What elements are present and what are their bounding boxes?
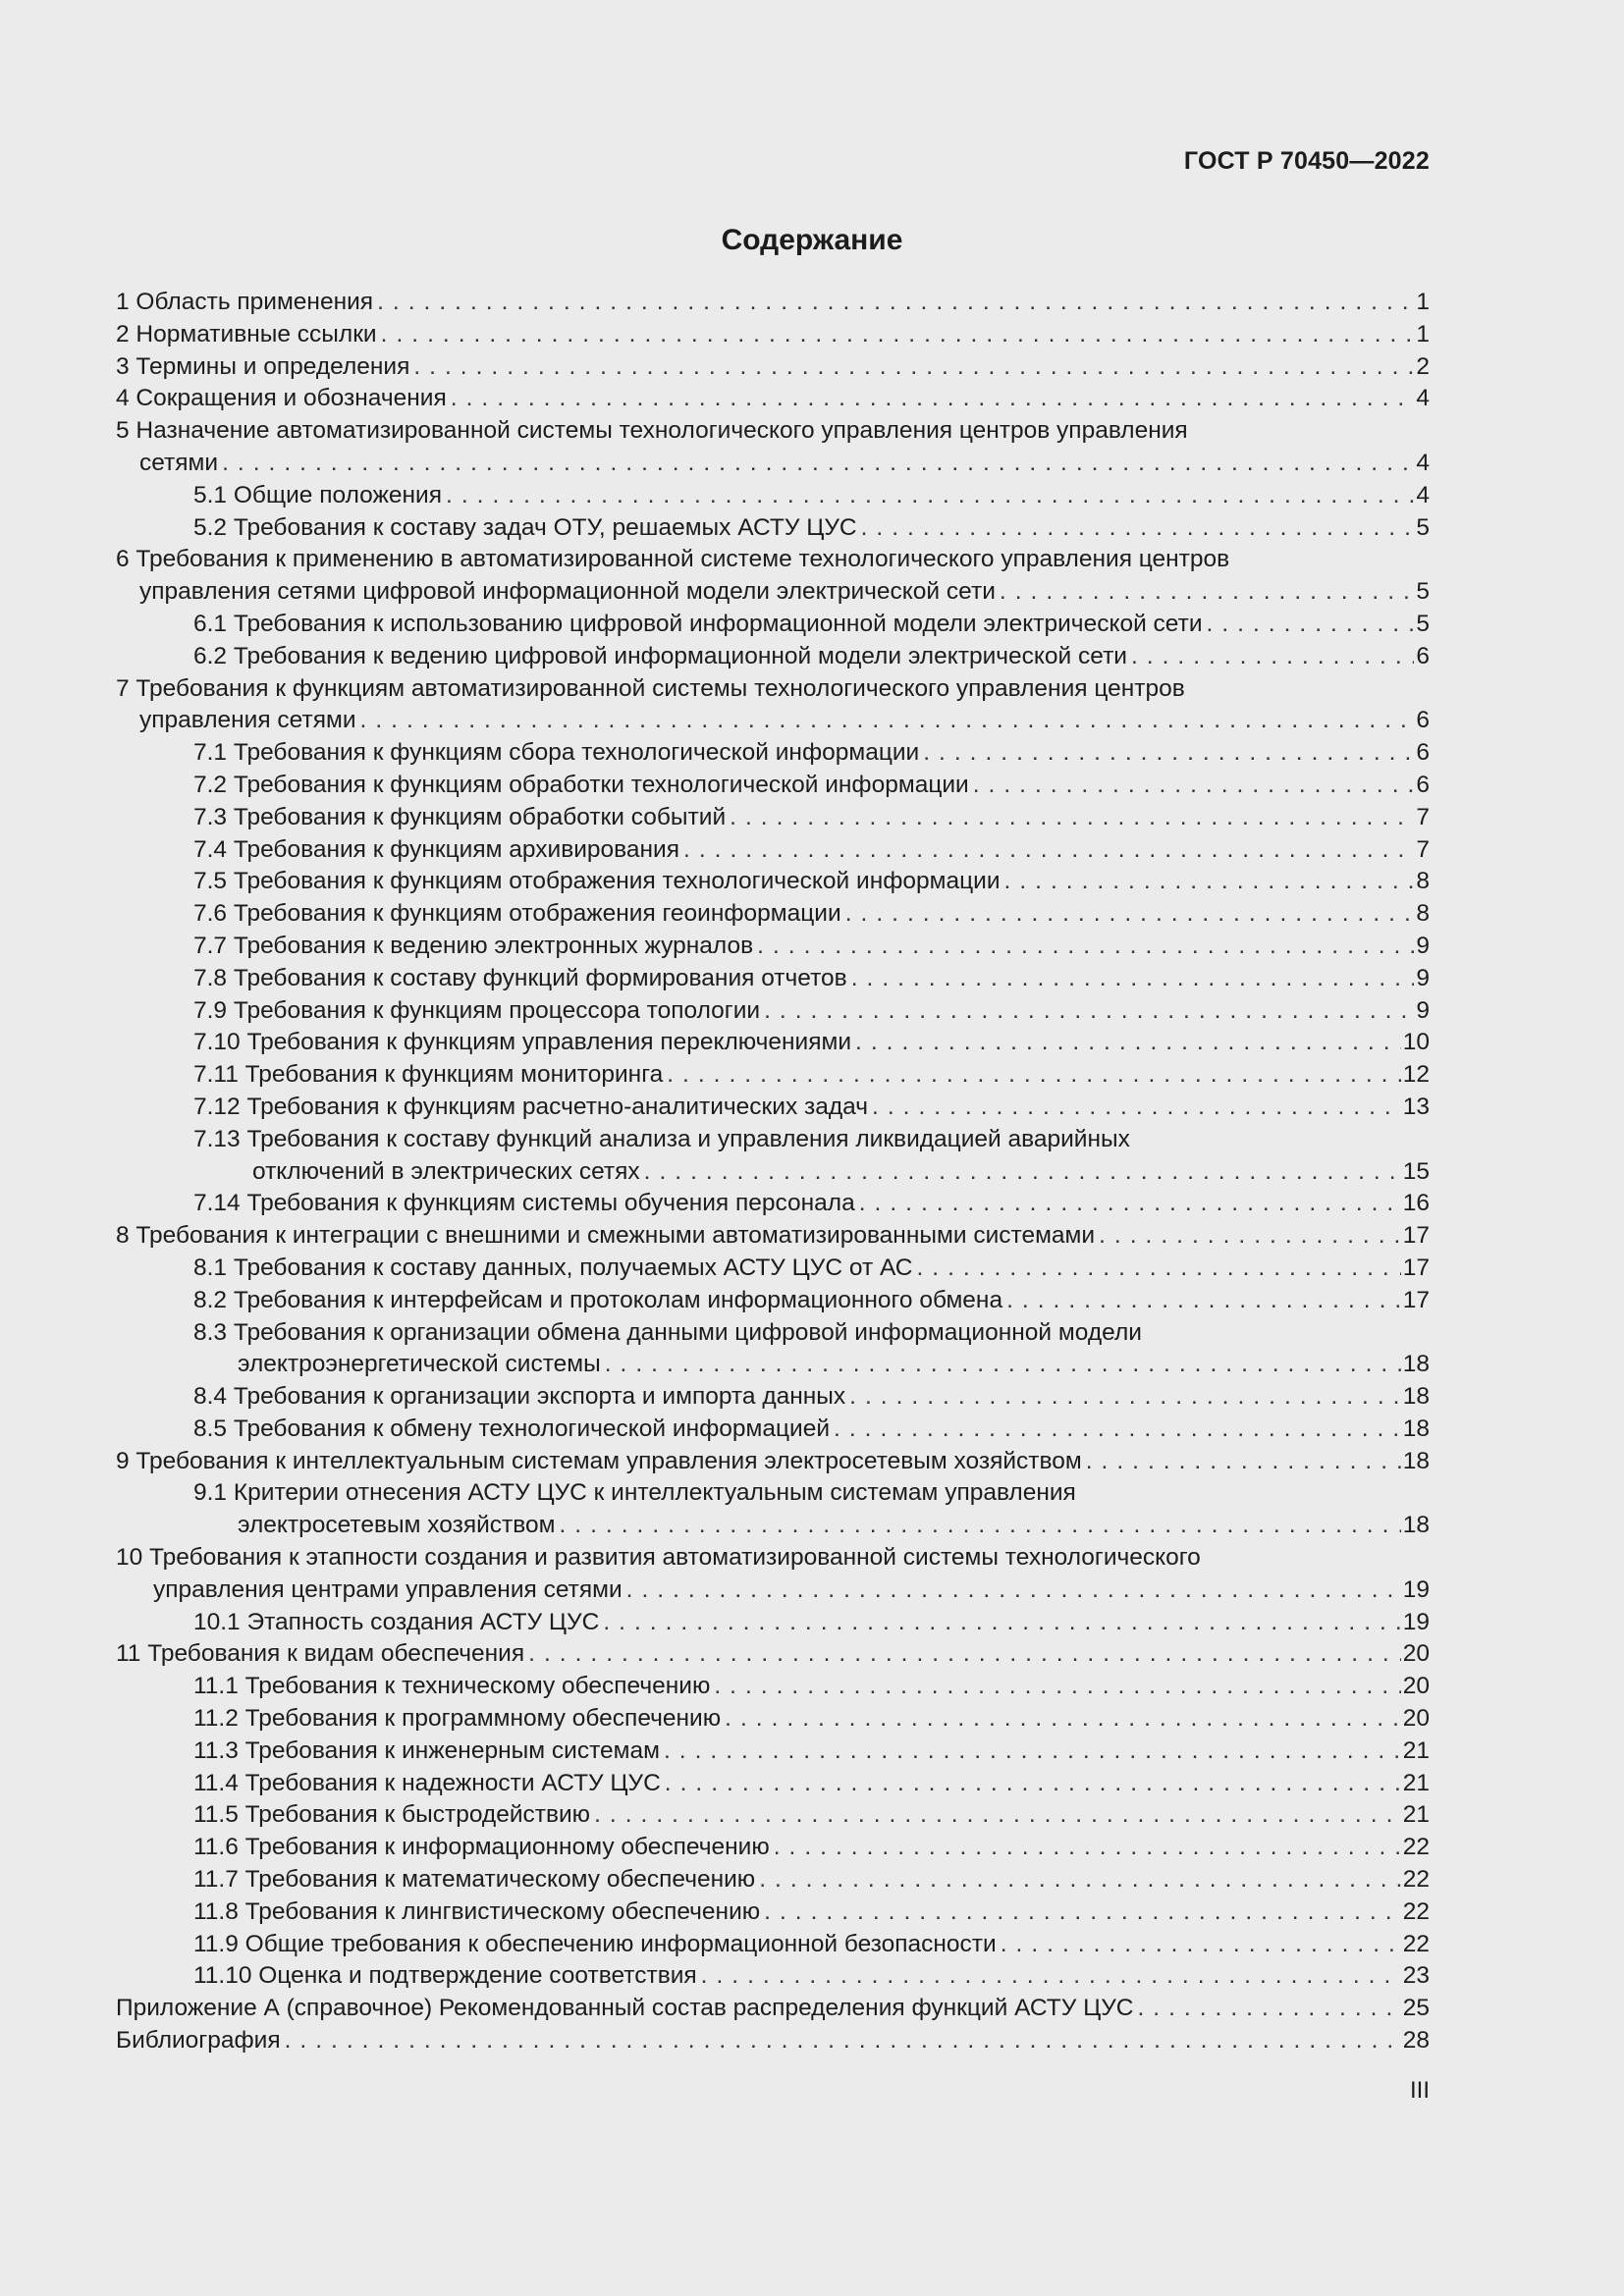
toc-entry-text: 7.11 Требования к функциям мониторинга: [193, 1061, 664, 1089]
toc-page-number: 23: [1402, 1962, 1430, 1990]
toc-entry[interactable]: [116, 512, 1430, 545]
dot-leader: [528, 1638, 1401, 1671]
dot-leader: [1000, 576, 1414, 609]
toc-page-number: 9: [1416, 964, 1430, 991]
dot-leader: [1086, 1446, 1401, 1478]
toc-entry-text: 5.1 Общие положения: [193, 481, 443, 508]
toc-page-number: 22: [1402, 1834, 1430, 1861]
toc-entry-text: 2 Нормативные ссылки: [116, 320, 377, 347]
toc-entry-text: 7.8 Требования к составу функций формирования отчетов: [193, 964, 847, 991]
toc-entry-text: 7.10 Требования к функциям управления переключениями: [193, 1029, 852, 1056]
toc-entry[interactable]: [116, 1381, 1430, 1414]
toc-page-number: 17: [1402, 1254, 1430, 1281]
toc-entry-text: 7.1 Требования к функциям сбора технологической информации: [193, 739, 920, 767]
toc-page-number: 5: [1416, 578, 1430, 606]
toc-page-number: 21: [1402, 1769, 1430, 1796]
dot-leader: [594, 1799, 1401, 1832]
dot-leader: [845, 898, 1415, 931]
toc-page-number: 15: [1402, 1157, 1430, 1185]
toc-page-number: 6: [1416, 771, 1430, 798]
dot-leader: [285, 2025, 1401, 2057]
dot-leader: [667, 1059, 1401, 1092]
toc-page-number: 6: [1416, 707, 1430, 734]
dot-leader: [644, 1156, 1401, 1189]
toc-entry-text: 4 Сокращения и обозначения: [116, 385, 447, 412]
toc-entry[interactable]: [116, 995, 1430, 1028]
toc-page-number: 17: [1402, 1286, 1430, 1313]
toc-entry[interactable]: [116, 1993, 1430, 2025]
toc-entry-text: 11.2 Требования к программному обеспечению: [193, 1705, 722, 1733]
toc-entry-text: 8.3 Требования к организации обмена данными цифровой информационной модели: [193, 1318, 1142, 1346]
toc-page-number: 18: [1402, 1447, 1430, 1474]
dot-leader: [413, 351, 1414, 384]
toc-entry[interactable]: [116, 1607, 1430, 1639]
toc-page-number: 1: [1416, 289, 1430, 315]
toc-entry[interactable]: [116, 2025, 1430, 2057]
toc-page-number: 19: [1402, 1608, 1430, 1635]
toc-entry[interactable]: [116, 287, 1430, 319]
toc-entry[interactable]: [116, 544, 1430, 609]
toc-page-number: 2: [1416, 352, 1430, 380]
toc-entry[interactable]: [116, 1864, 1430, 1896]
toc-entry-text: 11.3 Требования к инженерным системам: [193, 1736, 660, 1764]
toc-page-number: 18: [1402, 1512, 1430, 1539]
dot-leader: [849, 1381, 1401, 1414]
dot-leader: [626, 1575, 1401, 1607]
toc-entry-text: 11.5 Требования к быстродействию: [193, 1801, 591, 1829]
toc-entry[interactable]: [116, 1703, 1430, 1735]
dot-leader: [664, 1735, 1401, 1768]
toc-entry[interactable]: [116, 673, 1430, 738]
toc-entry[interactable]: [116, 1477, 1430, 1542]
toc-page-number: 13: [1402, 1093, 1430, 1120]
toc-entry-text: 9 Требования к интеллектуальным системам управления электросетевым хозяйством: [116, 1447, 1082, 1474]
toc-page-number: 22: [1402, 1897, 1430, 1925]
dot-leader: [764, 995, 1414, 1028]
toc-entry[interactable]: [116, 866, 1430, 898]
toc-entry-text: 7.2 Требования к функциям обработки технологической информации: [193, 771, 969, 798]
toc-entry[interactable]: [116, 963, 1430, 995]
dot-leader: [1137, 1993, 1400, 2025]
toc-page-number: 8: [1416, 868, 1430, 895]
toc-page-number: 9: [1416, 932, 1430, 959]
toc-page-number: 4: [1416, 385, 1430, 412]
dot-leader: [861, 512, 1415, 545]
toc-entry-text: управления сетями: [139, 707, 356, 734]
toc-entry[interactable]: [116, 898, 1430, 931]
toc-page-number: 1: [1416, 320, 1430, 347]
document-id: ГОСТ Р 70450—2022: [1183, 147, 1430, 175]
toc-entry-text: 6.2 Требования к ведению цифровой информационной модели электрической сети: [193, 642, 1127, 669]
toc-entry-text: Приложение А (справочное) Рекомендованный состав распределения функций АСТУ ЦУС: [116, 1995, 1134, 2022]
dot-leader: [559, 1510, 1400, 1542]
toc-entry-text: 5 Назначение автоматизированной системы технологического управления центров управления: [116, 417, 1188, 445]
toc-page-number: 28: [1402, 2027, 1430, 2055]
toc-entry-text: 7.12 Требования к функциям расчетно-аналитических задач: [193, 1093, 869, 1120]
toc-entry[interactable]: [116, 1285, 1430, 1317]
toc-entry-text: 11.8 Требования к лингвистическому обеспечению: [193, 1897, 761, 1925]
dot-leader: [360, 705, 1415, 737]
dot-leader: [834, 1414, 1401, 1446]
toc-page-number: 17: [1402, 1222, 1430, 1250]
dot-leader: [764, 1896, 1401, 1929]
table-of-contents: [116, 287, 1430, 2057]
toc-page-number: 19: [1402, 1575, 1430, 1603]
toc-entry-text: 7.13 Требования к составу функций анализа и управления ликвидацией аварийных: [193, 1125, 1130, 1152]
toc-page-number: 21: [1402, 1736, 1430, 1764]
toc-entry-text: 7.7 Требования к ведению электронных журналов: [193, 932, 754, 959]
toc-entry-text: электроэнергетической системы: [238, 1351, 601, 1378]
toc-entry-text: 8.1 Требования к составу данных, получаемых АСТУ ЦУС от АС: [193, 1254, 913, 1281]
toc-entry-text: 9.1 Критерии отнесения АСТУ ЦУС к интеллектуальным системам управления: [193, 1479, 1076, 1507]
dot-leader: [605, 1349, 1401, 1381]
toc-page-number: 4: [1416, 481, 1430, 508]
toc-entry[interactable]: [116, 415, 1430, 480]
toc-entry-text: 7.6 Требования к функциям отображения геоинформации: [193, 900, 841, 928]
dot-leader: [1006, 1285, 1401, 1317]
toc-entry[interactable]: [116, 737, 1430, 770]
toc-entry[interactable]: [116, 1638, 1430, 1671]
toc-page-number: 20: [1402, 1673, 1430, 1700]
toc-page-number: 10: [1402, 1029, 1430, 1056]
dot-leader: [1001, 1929, 1401, 1961]
toc-entry[interactable]: [116, 1317, 1430, 1382]
dot-leader: [377, 287, 1414, 319]
toc-page-number: 22: [1402, 1866, 1430, 1894]
toc-entry-text: 11.9 Общие требования к обеспечению информационной безопасности: [193, 1930, 997, 1957]
dot-leader: [683, 834, 1414, 867]
page-title: Содержание: [721, 224, 903, 256]
toc-entry-text: 7.5 Требования к функциям отображения технологической информации: [193, 868, 1001, 895]
dot-leader: [916, 1253, 1400, 1285]
dot-leader: [1207, 609, 1415, 641]
toc-entry-text: 11.4 Требования к надежности АСТУ ЦУС: [193, 1769, 661, 1796]
dot-leader: [973, 770, 1415, 802]
toc-entry[interactable]: [116, 1220, 1430, 1253]
toc-page-number: 7: [1416, 803, 1430, 830]
toc-entry-text: 8.2 Требования к интерфейсам и протоколам информационного обмена: [193, 1286, 1003, 1313]
toc-page-number: 18: [1402, 1351, 1430, 1378]
toc-page-number: 8: [1416, 900, 1430, 928]
toc-entry-text: 11.7 Требования к математическому обеспечению: [193, 1866, 756, 1894]
toc-entry[interactable]: [116, 1960, 1430, 1993]
toc-entry-text: управления сетями цифровой информационной модели электрической сети: [139, 578, 996, 606]
toc-entry[interactable]: [116, 1768, 1430, 1800]
toc-entry-text: 7.14 Требования к функциям системы обучения персонала: [193, 1190, 855, 1217]
toc-entry-text: 5.2 Требования к составу задач ОТУ, решаемых АСТУ ЦУС: [193, 513, 857, 541]
toc-entry-text: 8.5 Требования к обмену технологической информацией: [193, 1415, 831, 1442]
dot-leader: [923, 737, 1414, 770]
toc-page-number: 7: [1416, 835, 1430, 863]
toc-entry-text: 6 Требования к применению в автоматизированной системе технологического управления центров: [116, 546, 1230, 573]
dot-leader: [859, 1188, 1401, 1220]
toc-entry-text: сетями: [139, 449, 219, 476]
toc-entry[interactable]: [116, 1059, 1430, 1092]
toc-entry-text: 1 Область применения: [116, 289, 374, 315]
toc-entry[interactable]: [116, 1124, 1430, 1189]
toc-entry-text: 8.4 Требования к организации экспорта и импорта данных: [193, 1383, 846, 1411]
toc-entry-text: 3 Термины и определения: [116, 352, 410, 380]
toc-entry[interactable]: [116, 1414, 1430, 1446]
dot-leader: [603, 1607, 1400, 1639]
toc-entry[interactable]: [116, 1253, 1430, 1285]
toc-page-number: 20: [1402, 1705, 1430, 1733]
dot-leader: [451, 383, 1415, 415]
dot-leader: [774, 1832, 1401, 1864]
dot-leader: [446, 480, 1414, 512]
toc-entry[interactable]: [116, 1027, 1430, 1059]
toc-entry[interactable]: [116, 1446, 1430, 1478]
toc-entry-text: 11.10 Оценка и подтверждение соответствия: [193, 1962, 697, 1990]
toc-entry[interactable]: [116, 383, 1430, 415]
toc-entry[interactable]: [116, 351, 1430, 384]
toc-entry-text: отключений в электрических сетях: [252, 1157, 640, 1185]
dot-leader: [855, 1027, 1401, 1059]
toc-page-number: 5: [1416, 610, 1430, 637]
toc-entry-text: 8 Требования к интеграции с внешними и смежными автоматизированными системами: [116, 1222, 1096, 1250]
dot-leader: [381, 319, 1415, 351]
toc-entry-text: 7.9 Требования к функциям процессора топологии: [193, 996, 761, 1024]
toc-entry-text: 11.6 Требования к информационному обеспечению: [193, 1834, 770, 1861]
toc-entry[interactable]: [116, 480, 1430, 512]
dot-leader: [222, 448, 1414, 480]
toc-page-number: 21: [1402, 1801, 1430, 1829]
toc-entry-text: управления центрами управления сетями: [153, 1575, 623, 1603]
dot-leader: [851, 963, 1415, 995]
toc-entry[interactable]: [116, 609, 1430, 641]
toc-entry[interactable]: [116, 1092, 1430, 1124]
toc-entry[interactable]: [116, 834, 1430, 867]
toc-entry[interactable]: [116, 802, 1430, 834]
dot-leader: [701, 1960, 1401, 1993]
toc-page-number: 4: [1416, 449, 1430, 476]
toc-entry[interactable]: [116, 1929, 1430, 1961]
toc-page-number: 9: [1416, 996, 1430, 1024]
toc-entry-text: электросетевым хозяйством: [238, 1512, 556, 1539]
toc-page-number: 18: [1402, 1415, 1430, 1442]
toc-entry[interactable]: [116, 319, 1430, 351]
toc-entry[interactable]: [116, 641, 1430, 673]
toc-entry[interactable]: [116, 1671, 1430, 1703]
toc-page-number: 16: [1402, 1190, 1430, 1217]
toc-page-number: 20: [1402, 1640, 1430, 1668]
toc-entry-text: 11 Требования к видам обеспечения: [116, 1640, 525, 1668]
toc-entry-text: 11.1 Требования к техническому обеспечению: [193, 1673, 711, 1700]
toc-page-number: 22: [1402, 1930, 1430, 1957]
toc-entry[interactable]: [116, 1896, 1430, 1929]
toc-page-number: 5: [1416, 513, 1430, 541]
dot-leader: [872, 1092, 1401, 1124]
toc-entry-text: 10 Требования к этапности создания и развития автоматизированной системы технологического: [116, 1544, 1201, 1572]
page-number: III: [1409, 2077, 1430, 2104]
toc-page-number: 6: [1416, 739, 1430, 767]
toc-entry-text: 6.1 Требования к использованию цифровой информационной модели электрической сети: [193, 610, 1203, 637]
toc-entry[interactable]: [116, 1799, 1430, 1832]
toc-entry-text: 7 Требования к функциям автоматизированной системы технологического управления центров: [116, 674, 1185, 702]
toc-entry[interactable]: [116, 1188, 1430, 1220]
dot-leader: [1131, 641, 1414, 673]
toc-entry[interactable]: [116, 1832, 1430, 1864]
toc-entry[interactable]: [116, 931, 1430, 963]
toc-entry-text: 7.3 Требования к функциям обработки событий: [193, 803, 727, 830]
dot-leader: [714, 1671, 1400, 1703]
toc-entry[interactable]: [116, 770, 1430, 802]
toc-entry-text: 10.1 Этапность создания АСТУ ЦУС: [193, 1608, 600, 1635]
toc-page-number: 25: [1402, 1995, 1430, 2022]
toc-page-number: 18: [1402, 1383, 1430, 1411]
toc-entry[interactable]: [116, 1542, 1430, 1607]
toc-page-number: 12: [1402, 1061, 1430, 1089]
dot-leader: [1099, 1220, 1401, 1253]
toc-entry-text: Библиография: [116, 2027, 281, 2055]
dot-leader: [759, 1864, 1401, 1896]
dot-leader: [665, 1768, 1401, 1800]
dot-leader: [1004, 866, 1415, 898]
dot-leader: [730, 802, 1414, 834]
toc-page-number: 6: [1416, 642, 1430, 669]
dot-leader: [725, 1703, 1401, 1735]
dot-leader: [757, 931, 1414, 963]
toc-entry[interactable]: [116, 1735, 1430, 1768]
toc-entry-text: 7.4 Требования к функциям архивирования: [193, 835, 680, 863]
